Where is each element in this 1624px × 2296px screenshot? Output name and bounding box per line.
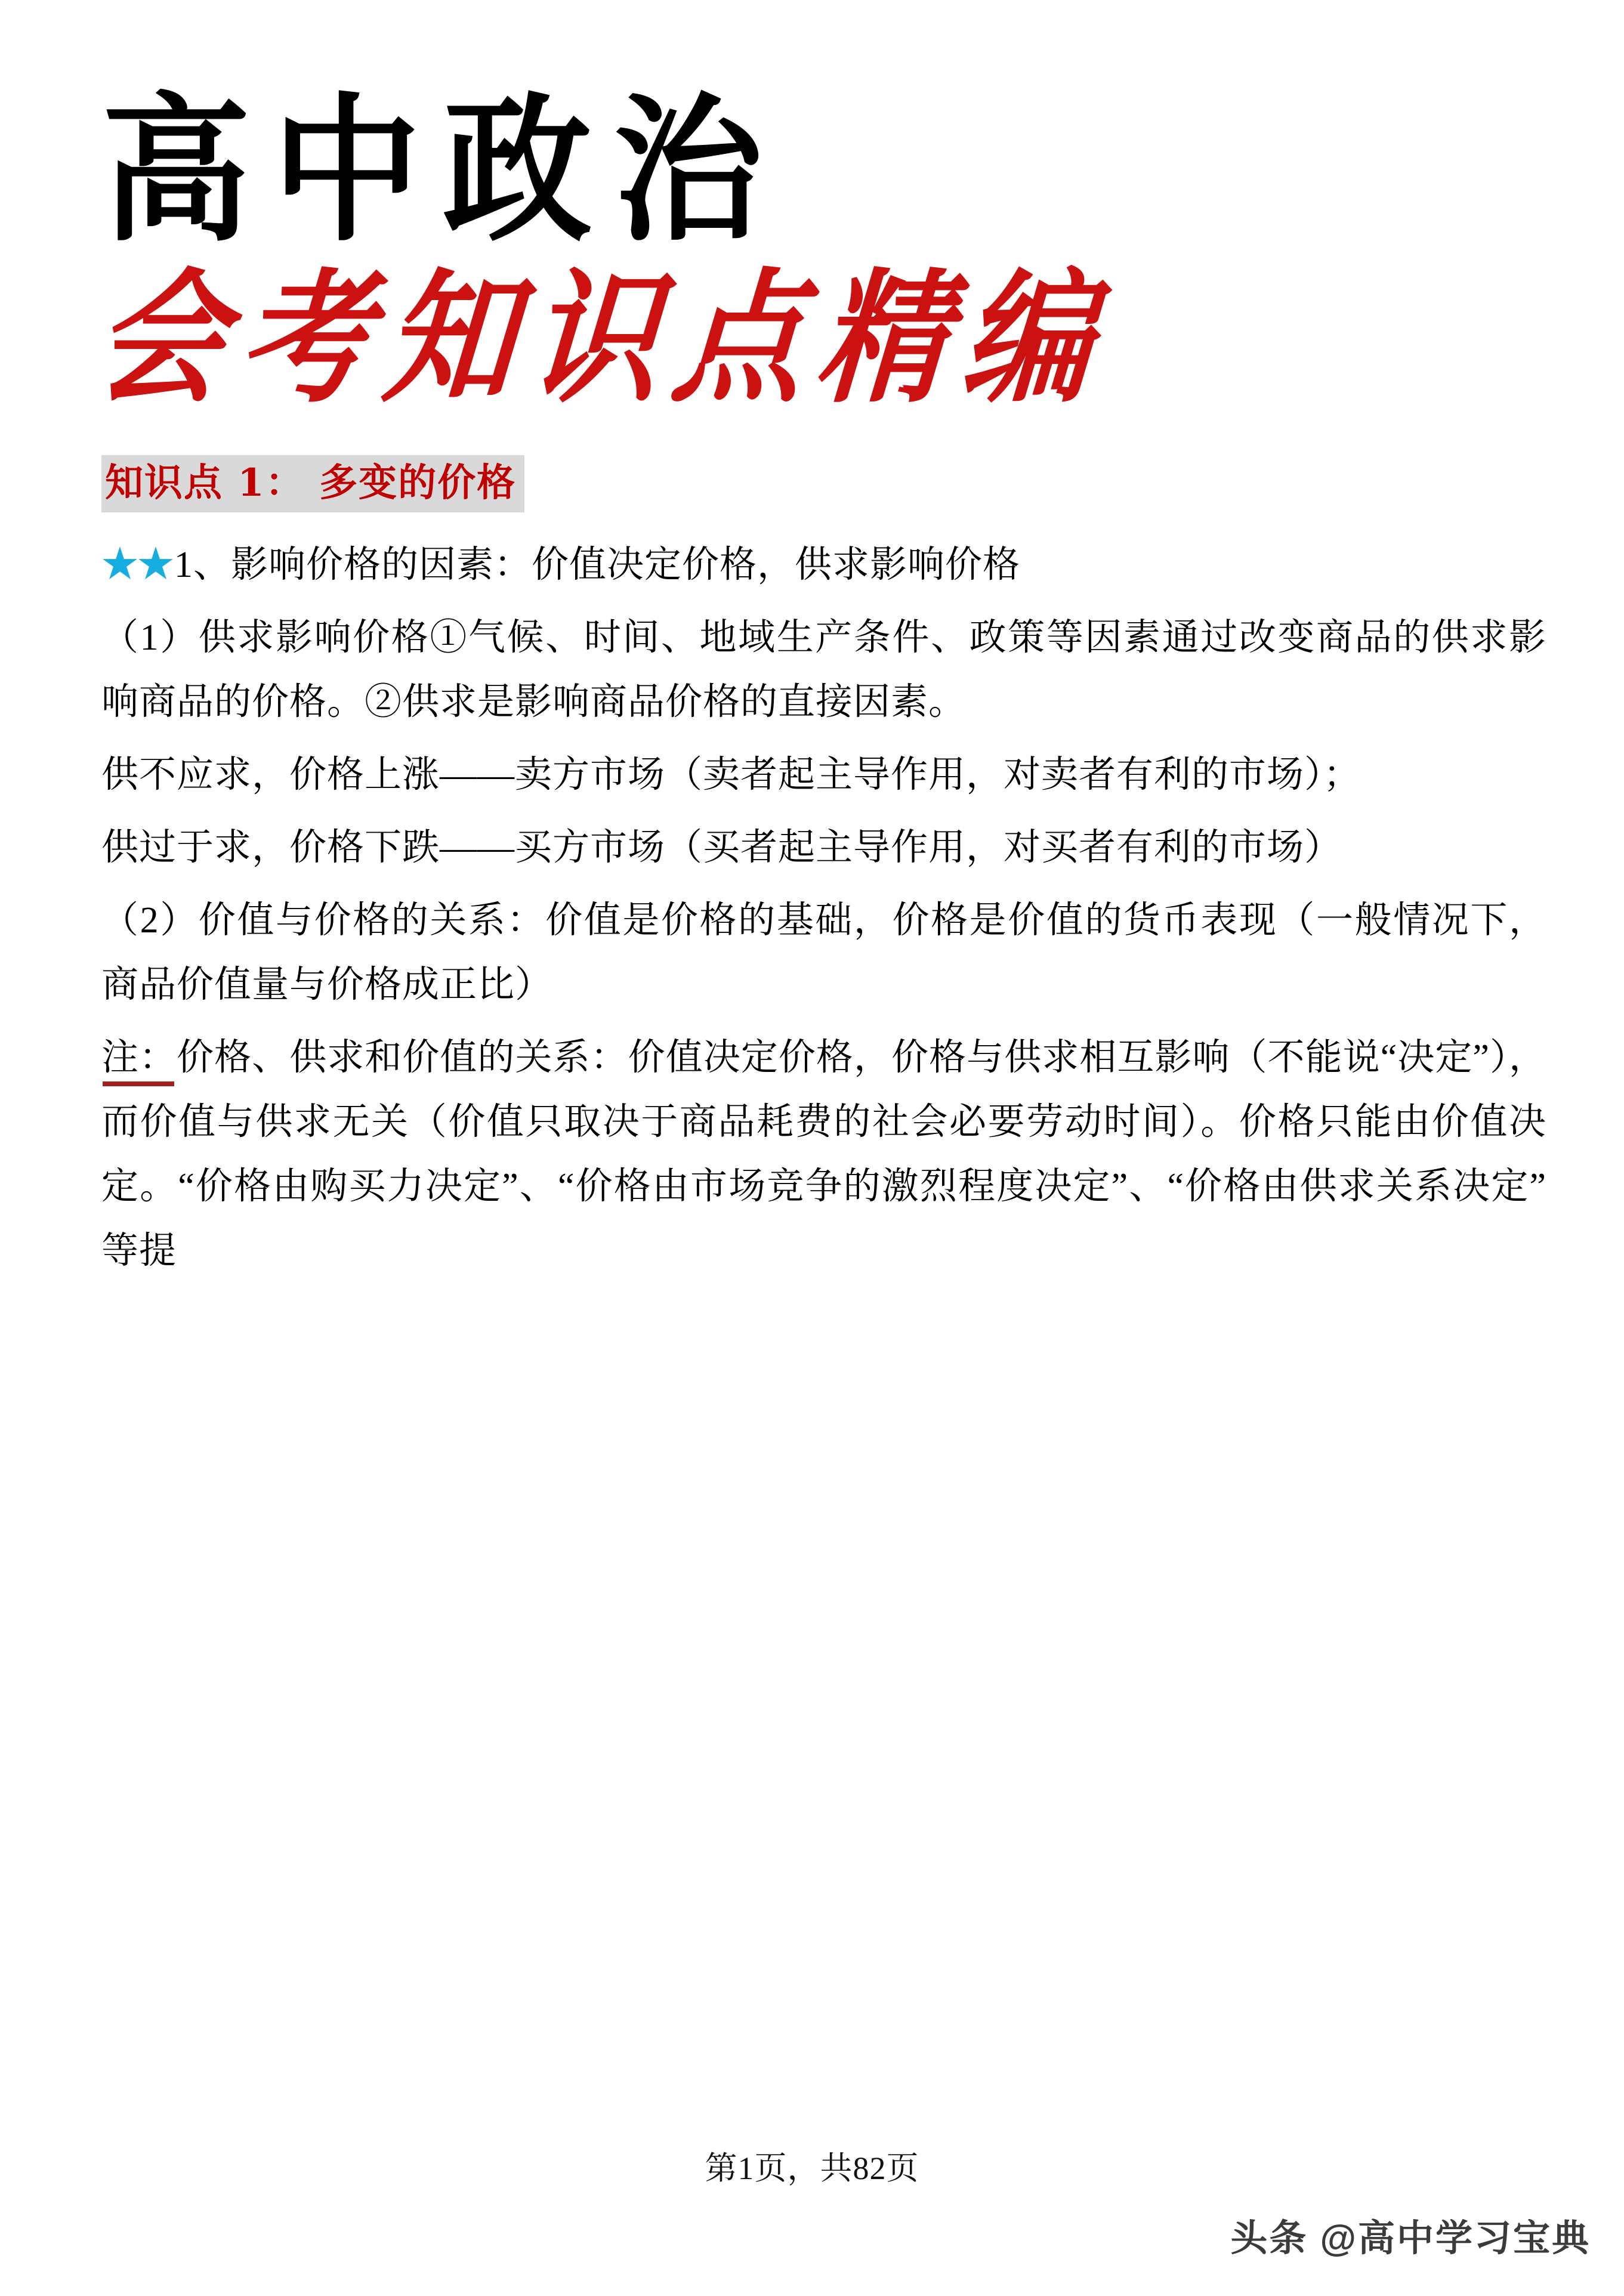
page-footer: 第1页，共82页 — [705, 2150, 919, 2186]
paragraph-buyers-market: 供过于求，价格下跌——买方市场（买者起主导作用，对买者有利的市场） — [101, 827, 1342, 868]
sub-title: 会考知识点精编 — [89, 254, 1113, 422]
paragraph-factors-affecting-price — [101, 533, 1546, 597]
note-label: 注： — [101, 1025, 177, 1090]
watermark: 头条 @高中学习宝典 — [1230, 2218, 1591, 2259]
paragraph-note — [101, 1025, 1546, 1283]
paragraph-sellers-market: 供不应求，价格上涨——卖方市场（卖者起主导作用，对卖者有利的市场）； — [101, 754, 1361, 795]
paragraph-supply-demand-affects-price: （1）供求影响价格①气候、时间、地域生产条件、政策等因素通过改变商品的供求影响商品的价格。②供求是影响商品价格的直接因素。 — [101, 617, 1546, 722]
title-block — [0, 0, 1624, 422]
note-body-text: 价格、供求和价值的关系：价值决定价格，价格与供求相互影响（不能说“决定”），而价值与供求无关（价值只取决于商品耗费的社会必要劳动时间）。价格只能由价值决定。“价格由购买力决定”、“价格由市场竞争的激烈程度决定”、“价格由供求关系决定”等提 — [101, 1037, 1546, 1271]
paragraph-factors-affecting-price-text: 1、影响价格的因素：价值决定价格，供求影响价格 — [174, 544, 1021, 585]
section-header-knowledge-point-1: 知识点 1： 多变的价格 — [101, 455, 524, 512]
paragraph-value-price-relationship: （2）价值与价格的关系：价值是价格的基础，价格是价值的货币表现（一般情况下，商品价值量与价格成正比） — [101, 900, 1546, 1005]
star-rating-icon: ★★ — [101, 544, 174, 585]
body-content — [0, 512, 1624, 1283]
main-title: 高中政治 — [101, 76, 784, 263]
